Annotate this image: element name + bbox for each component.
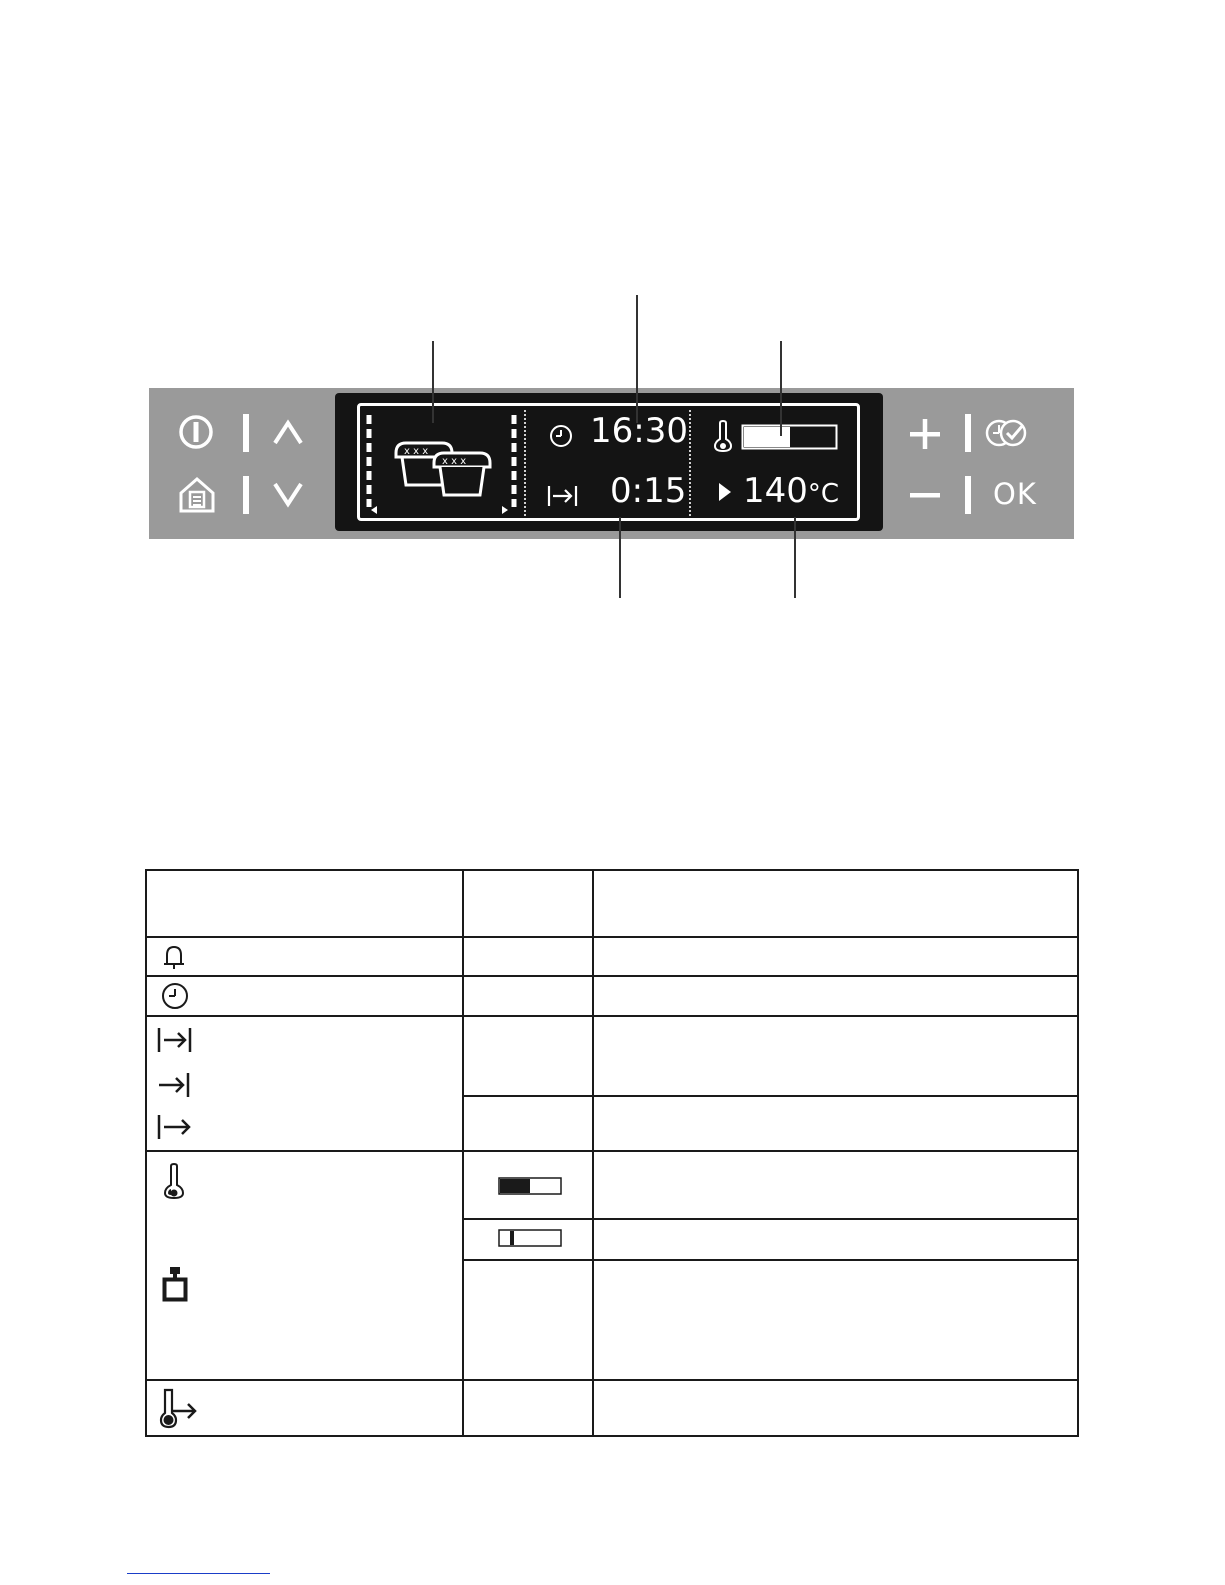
duration-time: 0:15 <box>610 471 687 511</box>
weight-icon <box>161 1266 189 1302</box>
minus-button[interactable] <box>909 492 941 500</box>
svg-text:x x x: x x x <box>404 446 429 457</box>
table-row <box>147 1381 460 1435</box>
up-button[interactable] <box>272 418 304 446</box>
thermometer-icon <box>162 1162 186 1200</box>
table-row-divider <box>462 1218 1079 1220</box>
thermometer-icon <box>713 420 733 452</box>
separator <box>243 414 249 452</box>
residual-heat-bar-icon <box>498 1229 562 1247</box>
callout-line-duration <box>619 517 621 598</box>
table-row <box>147 977 460 1014</box>
separator <box>965 414 971 452</box>
footer-link[interactable] <box>127 1573 270 1574</box>
svg-text:x x x: x x x <box>442 456 467 467</box>
heat-up-bar <box>741 424 838 450</box>
table-row-divider <box>462 1259 1079 1261</box>
clock-time: 16:30 <box>590 411 688 451</box>
ok-button[interactable]: OK <box>993 477 1037 511</box>
table-row <box>147 1152 460 1378</box>
table-row <box>147 1017 460 1149</box>
menu-button[interactable] <box>178 476 216 514</box>
duration-icon <box>157 1027 193 1053</box>
table-column-divider <box>462 869 464 1437</box>
callout-line-temperature <box>794 517 796 598</box>
end-time-icon <box>157 1072 193 1098</box>
power-button[interactable] <box>178 414 214 450</box>
clock-icon <box>549 424 573 448</box>
callout-line-function <box>432 341 434 423</box>
table-row-divider <box>462 1095 1079 1097</box>
duration-icon <box>547 485 579 507</box>
temperature-value: 140 <box>743 471 808 511</box>
temperature-unit: °C <box>807 479 840 509</box>
separator <box>243 476 249 514</box>
callout-line-heat-up <box>780 341 782 436</box>
down-button[interactable] <box>272 481 304 509</box>
start-time-icon <box>157 1114 193 1140</box>
play-triangle-icon <box>718 482 732 502</box>
temperature-readout <box>743 471 840 511</box>
clock-icon <box>161 982 189 1010</box>
baking-dishes-icon <box>364 411 524 515</box>
core-temperature-sensor-icon <box>159 1387 201 1429</box>
clock-check-button[interactable] <box>984 416 1030 450</box>
display-divider <box>524 410 526 516</box>
table-column-divider <box>592 869 594 1437</box>
bell-icon <box>162 944 186 970</box>
plus-button[interactable] <box>909 418 941 450</box>
display-divider <box>689 410 691 516</box>
callout-line-clock <box>636 295 638 423</box>
heat-up-bar-icon <box>498 1177 562 1195</box>
separator <box>965 476 971 514</box>
table-row <box>147 938 460 974</box>
